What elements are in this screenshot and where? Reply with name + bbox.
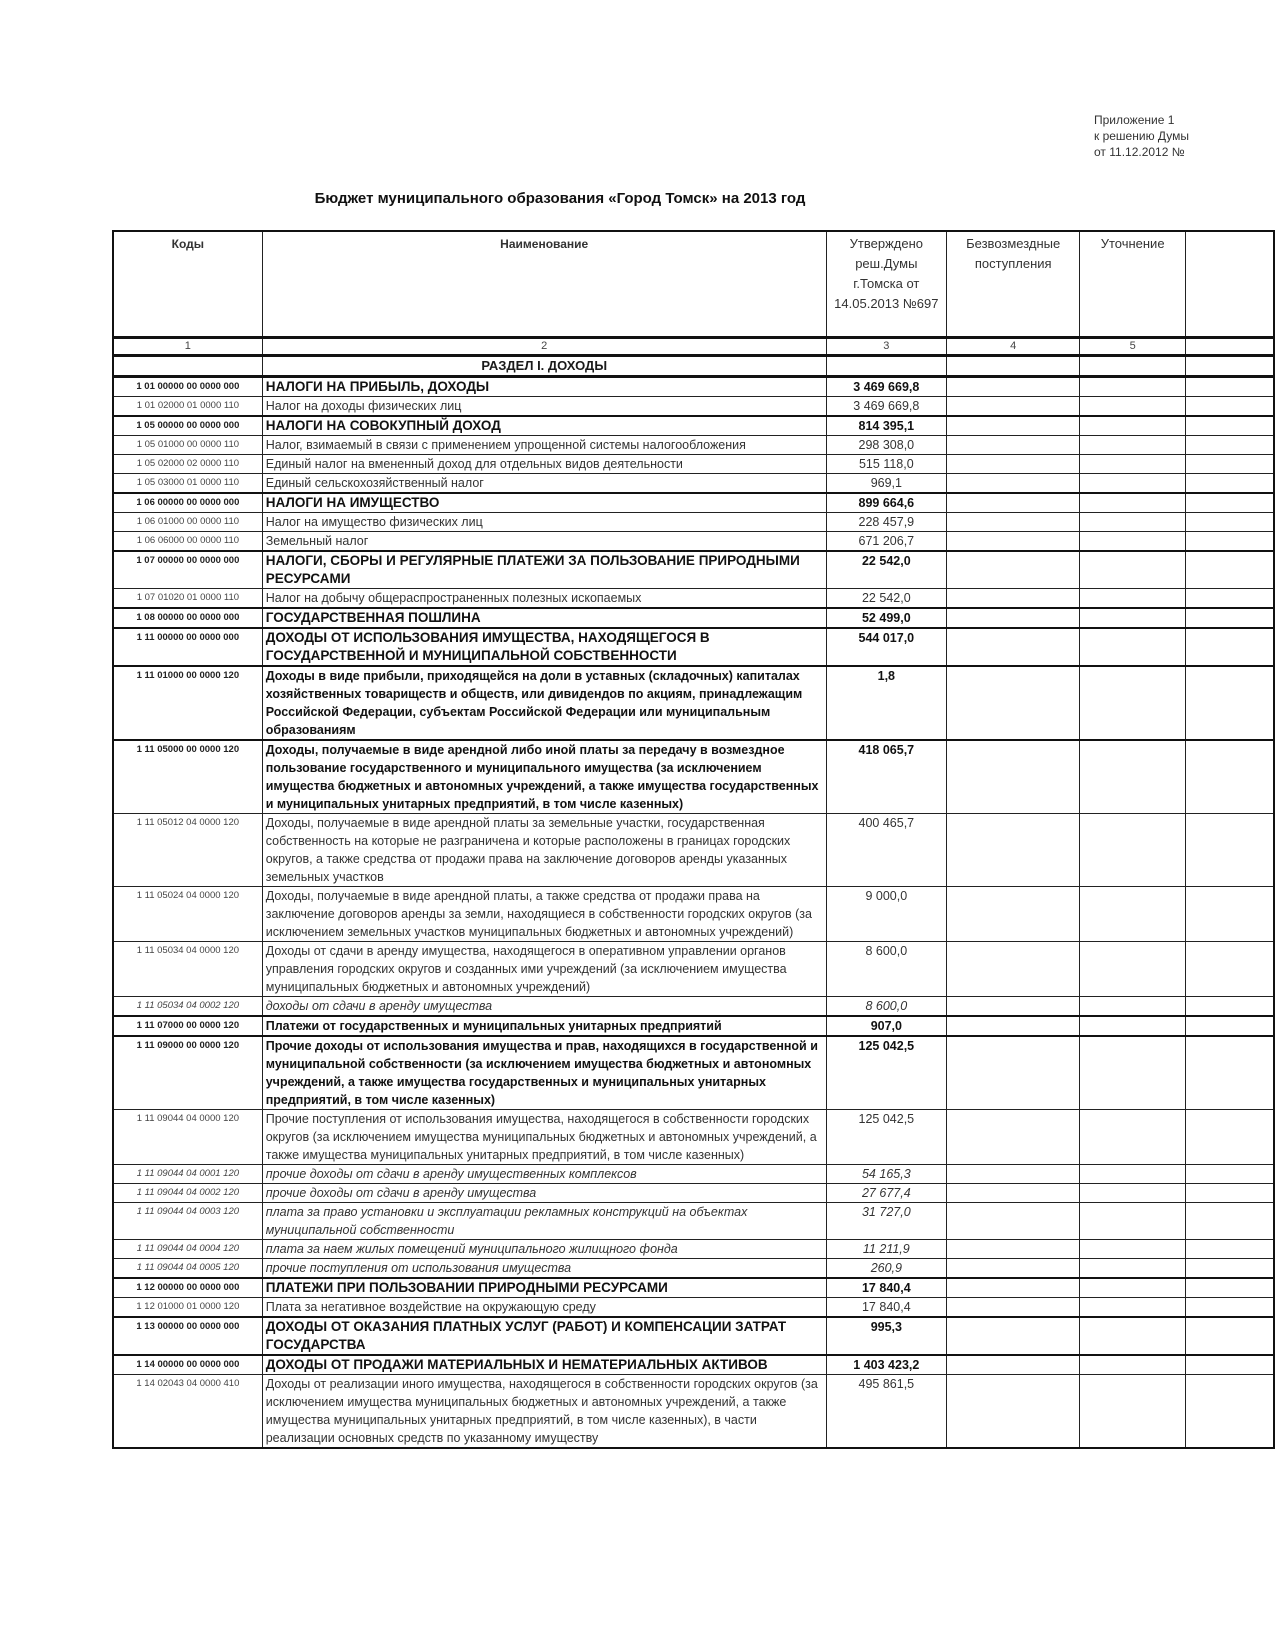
header-clarification: Уточнение (1080, 231, 1185, 338)
name-cell: Прочие доходы от использования имущества и прав, находящихся в государственной и муниципальной собственности (за исключением имущества бюджетных и автономных учреждений, а также имущества государственных и муниципальных унитарных предприятий, в том числе казенных) (262, 1036, 826, 1110)
code-cell: 1 05 03000 01 0000 110 (113, 474, 262, 494)
appendix-line-2: к решению Думы (1094, 129, 1190, 143)
col6-cell (1185, 628, 1274, 666)
code-cell: 1 11 09044 04 0002 120 (113, 1184, 262, 1203)
name-cell: НАЛОГИ НА СОВОКУПНЫЙ ДОХОД (262, 416, 826, 436)
table-row (113, 997, 1274, 1017)
name-cell: доходы от сдачи в аренду имущества (262, 997, 826, 1017)
code-cell: 1 11 09000 00 0000 120 (113, 1036, 262, 1110)
name-cell: ГОСУДАРСТВЕННАЯ ПОШЛИНА (262, 608, 826, 628)
gratuitous-cell (946, 1259, 1079, 1279)
clarification-cell (1080, 1203, 1185, 1240)
col6-cell (1185, 1317, 1274, 1355)
code-cell: 1 11 09044 04 0004 120 (113, 1240, 262, 1259)
gratuitous-cell (946, 1016, 1079, 1036)
col6-cell (1185, 513, 1274, 532)
approved-cell: 814 395,1 (826, 416, 946, 436)
code-cell: 1 11 07000 00 0000 120 (113, 1016, 262, 1036)
name-cell: Прочие поступления от использования имущества, находящегося в собственности городских округов (за исключением имущества муниципальных бюджетных и автономных учреждений, а также имущества муниципальных унитарных предприятий, в том числе казенных) (262, 1110, 826, 1165)
clarification-cell (1080, 997, 1185, 1017)
table-row (113, 455, 1274, 474)
col6-cell (1185, 1016, 1274, 1036)
column-number: 4 (946, 338, 1079, 356)
approved-cell: 1 403 423,2 (826, 1355, 946, 1375)
clarification-cell (1080, 887, 1185, 942)
column-number: 3 (826, 338, 946, 356)
gratuitous-cell (946, 436, 1079, 455)
table-row (113, 628, 1274, 666)
col6-cell (1185, 551, 1274, 589)
approved-cell: 400 465,7 (826, 814, 946, 887)
gratuitous-cell (946, 1036, 1079, 1110)
code-cell: 1 07 01020 01 0000 110 (113, 589, 262, 609)
name-cell: Налог, взимаемый в связи с применением упрощенной системы налогообложения (262, 436, 826, 455)
clarification-cell (1080, 474, 1185, 494)
clarification-cell (1080, 1375, 1185, 1449)
col6-cell (1185, 1165, 1274, 1184)
name-cell: НАЛОГИ, СБОРЫ И РЕГУЛЯРНЫЕ ПЛАТЕЖИ ЗА ПОЛЬЗОВАНИЕ ПРИРОДНЫМИ РЕСУРСАМИ (262, 551, 826, 589)
col6-cell (1185, 608, 1274, 628)
gratuitous-cell (946, 942, 1079, 997)
name-cell: Плата за негативное воздействие на окружающую среду (262, 1298, 826, 1318)
approved-cell: 125 042,5 (826, 1036, 946, 1110)
approved-cell: 495 861,5 (826, 1375, 946, 1449)
table-row (113, 493, 1274, 513)
name-cell: прочие доходы от сдачи в аренду имущества (262, 1184, 826, 1203)
col6-cell (1185, 1375, 1274, 1449)
table-row (113, 1184, 1274, 1203)
name-cell: плата за наем жилых помещений муниципального жилищного фонда (262, 1240, 826, 1259)
gratuitous-cell (946, 551, 1079, 589)
column-number-row (113, 338, 1274, 356)
gratuitous-cell (946, 628, 1079, 666)
gratuitous-cell (946, 1165, 1079, 1184)
budget-table (112, 230, 1275, 1449)
approved-cell: 1,8 (826, 666, 946, 740)
col6-cell (1185, 1298, 1274, 1318)
code-cell: 1 11 09044 04 0001 120 (113, 1165, 262, 1184)
clarification-cell (1080, 1298, 1185, 1318)
table-row (113, 666, 1274, 740)
gratuitous-cell (946, 1203, 1079, 1240)
table-row (113, 1298, 1274, 1318)
gratuitous-cell (946, 608, 1079, 628)
table-body (113, 356, 1274, 1449)
table-row (113, 1203, 1274, 1240)
name-cell: Доходы, получаемые в виде арендной платы, а также средства от продажи права на заключение договоров аренды за земли, находящиеся в собственности городских округов (за исключением земельных участков муниципальных бюджетных и автономных учреждений) (262, 887, 826, 942)
approved-cell: 52 499,0 (826, 608, 946, 628)
gratuitous-cell (946, 377, 1079, 397)
gratuitous-cell (946, 1298, 1079, 1318)
header-col6 (1185, 231, 1274, 338)
approved-cell: 22 542,0 (826, 589, 946, 609)
code-cell: 1 11 05000 00 0000 120 (113, 740, 262, 814)
table-row (113, 1240, 1274, 1259)
table-row (113, 887, 1274, 942)
clarification-cell (1080, 740, 1185, 814)
gratuitous-cell (946, 740, 1079, 814)
code-cell: 1 06 01000 00 0000 110 (113, 513, 262, 532)
approved-cell: 899 664,6 (826, 493, 946, 513)
column-number: 1 (113, 338, 262, 356)
table-row (113, 814, 1274, 887)
name-cell: Налог на добычу общераспространенных полезных ископаемых (262, 589, 826, 609)
clarification-cell (1080, 1036, 1185, 1110)
table-row (113, 1278, 1274, 1298)
col6-cell (1185, 740, 1274, 814)
clarification-cell (1080, 436, 1185, 455)
table-row (113, 377, 1274, 397)
code-cell: 1 01 02000 01 0000 110 (113, 397, 262, 417)
gratuitous-cell (946, 455, 1079, 474)
code-cell: 1 13 00000 00 0000 000 (113, 1317, 262, 1355)
code-cell: 1 11 05012 04 0000 120 (113, 814, 262, 887)
table-row (113, 436, 1274, 455)
col6-cell (1185, 397, 1274, 417)
approved-cell: 9 000,0 (826, 887, 946, 942)
section-empty-cell (1080, 356, 1185, 377)
name-cell: Налог на имущество физических лиц (262, 513, 826, 532)
table-row (113, 532, 1274, 552)
col6-cell (1185, 589, 1274, 609)
col6-cell (1185, 474, 1274, 494)
col6-cell (1185, 814, 1274, 887)
code-cell: 1 12 01000 01 0000 120 (113, 1298, 262, 1318)
col6-cell (1185, 493, 1274, 513)
gratuitous-cell (946, 1110, 1079, 1165)
clarification-cell (1080, 1165, 1185, 1184)
approved-cell: 8 600,0 (826, 942, 946, 997)
table-row (113, 1375, 1274, 1449)
code-cell: 1 11 05034 04 0002 120 (113, 997, 262, 1017)
approved-cell: 27 677,4 (826, 1184, 946, 1203)
document-title: Бюджет муниципального образования «Город Томск» на 2013 год (314, 190, 806, 207)
clarification-cell (1080, 513, 1185, 532)
name-cell: Доходы, получаемые в виде арендной платы за земельные участки, государственная собственность на которые не разграничена и которые расположены в границах городских округов, а также средства от продажи права на заключение договоров аренды указанных земельных участков (262, 814, 826, 887)
col6-cell (1185, 1110, 1274, 1165)
appendix-line-3: от 11.12.2012 № (1094, 145, 1185, 159)
code-cell: 1 11 01000 00 0000 120 (113, 666, 262, 740)
column-number (1185, 338, 1274, 356)
code-cell: 1 01 00000 00 0000 000 (113, 377, 262, 397)
clarification-cell (1080, 377, 1185, 397)
approved-cell: 671 206,7 (826, 532, 946, 552)
clarification-cell (1080, 942, 1185, 997)
table-row (113, 589, 1274, 609)
clarification-cell (1080, 455, 1185, 474)
table-row (113, 1259, 1274, 1279)
code-cell: 1 14 00000 00 0000 000 (113, 1355, 262, 1375)
clarification-cell (1080, 666, 1185, 740)
col6-cell (1185, 1240, 1274, 1259)
approved-cell: 544 017,0 (826, 628, 946, 666)
name-cell: прочие поступления от использования имущества (262, 1259, 826, 1279)
clarification-cell (1080, 1355, 1185, 1375)
clarification-cell (1080, 1259, 1185, 1279)
code-cell: 1 06 06000 00 0000 110 (113, 532, 262, 552)
col6-cell (1185, 1184, 1274, 1203)
clarification-cell (1080, 1317, 1185, 1355)
gratuitous-cell (946, 1278, 1079, 1298)
column-number: 5 (1080, 338, 1185, 356)
section-row (113, 356, 1274, 377)
code-cell: 1 11 05034 04 0000 120 (113, 942, 262, 997)
col6-cell (1185, 942, 1274, 997)
approved-cell: 298 308,0 (826, 436, 946, 455)
col6-cell (1185, 377, 1274, 397)
col6-cell (1185, 997, 1274, 1017)
code-cell: 1 11 05024 04 0000 120 (113, 887, 262, 942)
name-cell: Налог на доходы физических лиц (262, 397, 826, 417)
header-approved: Утверждено реш.Думы г.Томска от 14.05.2013 №697 (826, 231, 946, 338)
name-cell: ДОХОДЫ ОТ ИСПОЛЬЗОВАНИЯ ИМУЩЕСТВА, НАХОДЯЩЕГОСЯ В ГОСУДАРСТВЕННОЙ И МУНИЦИПАЛЬНОЙ СОБСТВЕННОСТИ (262, 628, 826, 666)
approved-cell: 11 211,9 (826, 1240, 946, 1259)
clarification-cell (1080, 814, 1185, 887)
table-row (113, 942, 1274, 997)
code-cell: 1 11 09044 04 0003 120 (113, 1203, 262, 1240)
gratuitous-cell (946, 532, 1079, 552)
name-cell: Единый налог на вмененный доход для отдельных видов деятельности (262, 455, 826, 474)
name-cell: Земельный налог (262, 532, 826, 552)
appendix-line-1: Приложение 1 (1094, 113, 1175, 127)
table-row (113, 397, 1274, 417)
col6-cell (1185, 1036, 1274, 1110)
col6-cell (1185, 532, 1274, 552)
approved-cell: 54 165,3 (826, 1165, 946, 1184)
clarification-cell (1080, 493, 1185, 513)
approved-cell: 969,1 (826, 474, 946, 494)
gratuitous-cell (946, 397, 1079, 417)
approved-cell: 17 840,4 (826, 1278, 946, 1298)
clarification-cell (1080, 1110, 1185, 1165)
clarification-cell (1080, 1184, 1185, 1203)
clarification-cell (1080, 551, 1185, 589)
approved-cell: 260,9 (826, 1259, 946, 1279)
table-row (113, 416, 1274, 436)
col6-cell (1185, 1203, 1274, 1240)
col6-cell (1185, 1355, 1274, 1375)
approved-cell: 418 065,7 (826, 740, 946, 814)
gratuitous-cell (946, 814, 1079, 887)
table-row (113, 551, 1274, 589)
clarification-cell (1080, 1278, 1185, 1298)
table-row (113, 513, 1274, 532)
gratuitous-cell (946, 589, 1079, 609)
name-cell: Доходы от реализации иного имущества, находящегося в собственности городских округов (за исключением имущества муниципальных бюджетных и автономных учреждений, а также имущества муниципальных унитарных предприятий, в том числе казенных), в части реализации основных средств по указанному имуществу (262, 1375, 826, 1449)
section-empty-cell (946, 356, 1079, 377)
name-cell: НАЛОГИ НА ПРИБЫЛЬ, ДОХОДЫ (262, 377, 826, 397)
clarification-cell (1080, 416, 1185, 436)
name-cell: Доходы, получаемые в виде арендной либо иной платы за передачу в возмездное пользование государственного и муниципального имущества (за исключением имущества бюджетных и автономных учреждений, а также имущества государственных и муниципальных унитарных предприятий, в том числе казенных) (262, 740, 826, 814)
name-cell: ДОХОДЫ ОТ ОКАЗАНИЯ ПЛАТНЫХ УСЛУГ (РАБОТ) И КОМПЕНСАЦИИ ЗАТРАТ ГОСУДАРСТВА (262, 1317, 826, 1355)
gratuitous-cell (946, 1240, 1079, 1259)
name-cell: НАЛОГИ НА ИМУЩЕСТВО (262, 493, 826, 513)
clarification-cell (1080, 628, 1185, 666)
name-cell: Единый сельскохозяйственный налог (262, 474, 826, 494)
table-row (113, 740, 1274, 814)
section-title: РАЗДЕЛ I. ДОХОДЫ (262, 356, 826, 377)
code-cell: 1 11 09044 04 0000 120 (113, 1110, 262, 1165)
gratuitous-cell (946, 887, 1079, 942)
gratuitous-cell (946, 666, 1079, 740)
code-cell: 1 11 00000 00 0000 000 (113, 628, 262, 666)
name-cell: плата за право установки и эксплуатации рекламных конструкций на объектах муниципальной собственности (262, 1203, 826, 1240)
code-cell: 1 05 02000 02 0000 110 (113, 455, 262, 474)
section-empty-cell (1185, 356, 1274, 377)
approved-cell: 228 457,9 (826, 513, 946, 532)
name-cell: прочие доходы от сдачи в аренду имущественных комплексов (262, 1165, 826, 1184)
approved-cell: 17 840,4 (826, 1298, 946, 1318)
col6-cell (1185, 666, 1274, 740)
table-row (113, 1165, 1274, 1184)
clarification-cell (1080, 589, 1185, 609)
approved-cell: 3 469 669,8 (826, 377, 946, 397)
column-number: 2 (262, 338, 826, 356)
col6-cell (1185, 416, 1274, 436)
clarification-cell (1080, 397, 1185, 417)
table-row (113, 1110, 1274, 1165)
code-cell: 1 11 09044 04 0005 120 (113, 1259, 262, 1279)
name-cell: Платежи от государственных и муниципальных унитарных предприятий (262, 1016, 826, 1036)
table-row (113, 1317, 1274, 1355)
code-cell: 1 06 00000 00 0000 000 (113, 493, 262, 513)
gratuitous-cell (946, 493, 1079, 513)
approved-cell: 22 542,0 (826, 551, 946, 589)
gratuitous-cell (946, 1184, 1079, 1203)
header-codes: Коды (113, 231, 262, 338)
header-name: Наименование (262, 231, 826, 338)
approved-cell: 515 118,0 (826, 455, 946, 474)
gratuitous-cell (946, 1375, 1079, 1449)
name-cell: ДОХОДЫ ОТ ПРОДАЖИ МАТЕРИАЛЬНЫХ И НЕМАТЕРИАЛЬНЫХ АКТИВОВ (262, 1355, 826, 1375)
clarification-cell (1080, 1016, 1185, 1036)
table-row (113, 1036, 1274, 1110)
approved-cell: 3 469 669,8 (826, 397, 946, 417)
section-code-cell (113, 356, 262, 377)
col6-cell (1185, 455, 1274, 474)
name-cell: ПЛАТЕЖИ ПРИ ПОЛЬЗОВАНИИ ПРИРОДНЫМИ РЕСУРСАМИ (262, 1278, 826, 1298)
code-cell: 1 12 00000 00 0000 000 (113, 1278, 262, 1298)
name-cell: Доходы в виде прибыли, приходящейся на доли в уставных (складочных) капиталах хозяйственных товариществ и обществ, или дивидендов по акциям, принадлежащим Российской Федерации, субъектам Российской Федерации или муниципальным образованиям (262, 666, 826, 740)
code-cell: 1 07 00000 00 0000 000 (113, 551, 262, 589)
table-row (113, 1355, 1274, 1375)
section-empty-cell (826, 356, 946, 377)
code-cell: 1 14 02043 04 0000 410 (113, 1375, 262, 1449)
header-gratuitous: Безвозмездные поступления (946, 231, 1079, 338)
gratuitous-cell (946, 1317, 1079, 1355)
code-cell: 1 05 00000 00 0000 000 (113, 416, 262, 436)
code-cell: 1 08 00000 00 0000 000 (113, 608, 262, 628)
table-row (113, 608, 1274, 628)
clarification-cell (1080, 1240, 1185, 1259)
col6-cell (1185, 887, 1274, 942)
gratuitous-cell (946, 416, 1079, 436)
table-row (113, 1016, 1274, 1036)
gratuitous-cell (946, 513, 1079, 532)
col6-cell (1185, 1259, 1274, 1279)
approved-cell: 8 600,0 (826, 997, 946, 1017)
appendix-note (1094, 112, 1189, 160)
approved-cell: 125 042,5 (826, 1110, 946, 1165)
gratuitous-cell (946, 997, 1079, 1017)
gratuitous-cell (946, 1355, 1079, 1375)
approved-cell: 31 727,0 (826, 1203, 946, 1240)
code-cell: 1 05 01000 00 0000 110 (113, 436, 262, 455)
clarification-cell (1080, 532, 1185, 552)
table-row (113, 474, 1274, 494)
header-row (113, 231, 1274, 338)
name-cell: Доходы от сдачи в аренду имущества, находящегося в оперативном управлении органов управления городских округов и созданных ими учреждений (за исключением имущества муниципальных бюджетных и автономных учреждений) (262, 942, 826, 997)
approved-cell: 907,0 (826, 1016, 946, 1036)
clarification-cell (1080, 608, 1185, 628)
col6-cell (1185, 1278, 1274, 1298)
col6-cell (1185, 436, 1274, 455)
approved-cell: 995,3 (826, 1317, 946, 1355)
gratuitous-cell (946, 474, 1079, 494)
